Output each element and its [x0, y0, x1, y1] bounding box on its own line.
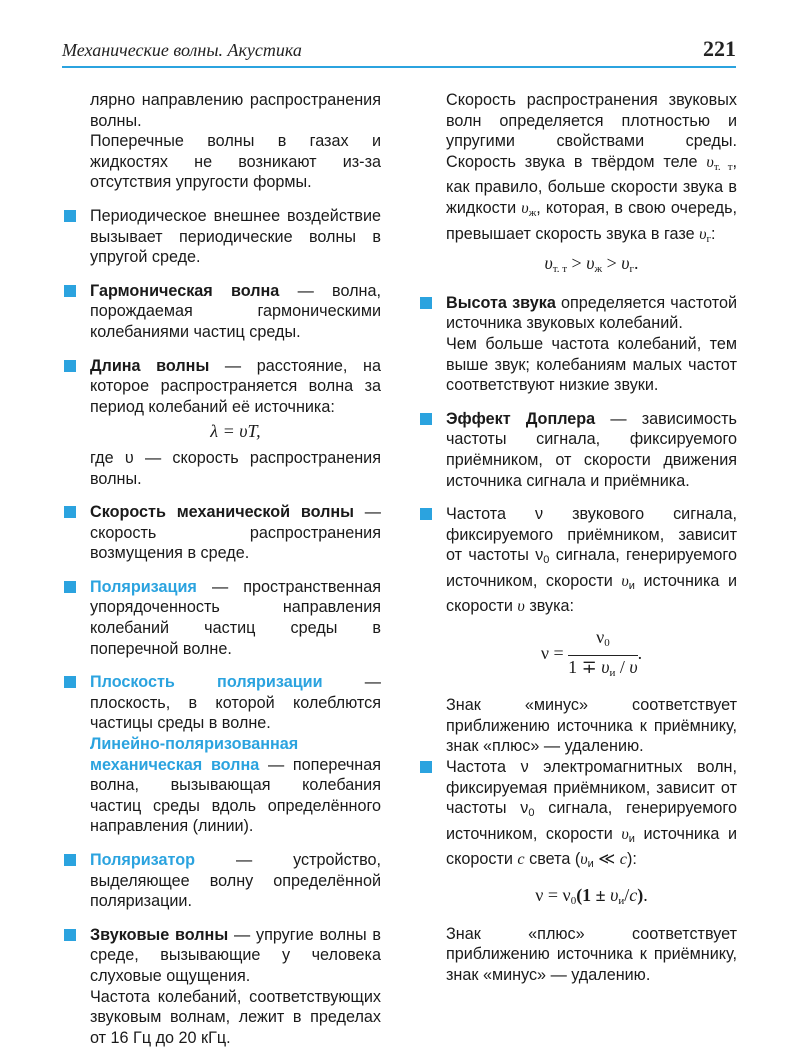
bullet-square-icon — [64, 929, 76, 941]
term-harmonic-wave: Гармоническая волна — [90, 281, 280, 300]
sign-note-em: Знак «плюс» соответствует приближению источника к приёмнику, знак «минус» — удалению. — [446, 924, 737, 984]
bullet-square-icon — [64, 676, 76, 688]
sound-doppler-formula: ν = $\frac{\nu_0}{1 \mp \upsilon_и / \upsilon}$ . — [540, 627, 643, 679]
list-item-polarization: Поляризация — пространственная упорядоченность направления колебаний частиц среды в поперечной волне. — [64, 577, 381, 659]
left-column — [64, 90, 381, 1048]
bullet-square-icon — [64, 360, 76, 372]
pitch-explanation: Чем больше частота колебаний, тем выше звук; колебаниям малых частот соответствуют низкие звуки. — [446, 334, 737, 395]
running-title: Механические волны. Акустика — [62, 40, 302, 60]
page-number: 221 — [703, 36, 736, 61]
speed-gas: $\upsilon_г$ — [699, 224, 712, 245]
wavelength-formula: λ = υT, — [210, 421, 261, 442]
term-polarizer: Поляризатор — [90, 851, 196, 869]
term-pitch: Высота звука — [446, 293, 556, 312]
bullet-square-icon — [420, 297, 432, 309]
sign-note-sound: Знак «минус» соответствует приближению источника к приёмнику, знак «плюс» — удалению. — [446, 696, 737, 756]
continued-paragraph: лярно направлению распространения волны. — [90, 91, 381, 130]
speed-solid: $\upsilon_{т. т}$ — [706, 152, 733, 173]
term-sound-waves: Звуковые волны — [90, 925, 229, 944]
term-linear-polarized: Линейно-поляризованная механическая волна — [90, 735, 299, 774]
bullet-square-icon — [64, 581, 76, 593]
list-item-sound-doppler: Частота ν звукового сигнала, фиксируемого приёмником, зависит от частоты $\nu_0$ сигнала, генерируемого источником, скорости $\upsilon_и$ источника и скорости υ звука: ν = $\frac{\nu_0}{1 \mp \upsilon_и / \upsilon}$ . Знак «минус» соответствует приближению источника к приёмнику, знак «плюс» — удалению. — [420, 504, 737, 757]
header-rule — [62, 66, 736, 68]
list-item-wavelength: Длина волны — расстояние, на которое распространяется волна за период колебаний её источника: λ = υT, где υ — скорость распространения волны. — [64, 356, 381, 490]
bullet-square-icon — [64, 210, 76, 222]
list-item-polarizer: Поляризатор — устройство, выделяющее волну определённой поляризации. — [64, 850, 381, 912]
transverse-note: Поперечные волны в газах и жидкостях не возникают из-за отсутствия упругости формы. — [90, 132, 381, 192]
bullet-square-icon — [64, 506, 76, 518]
list-item-sound-waves: Звуковые волны — упругие волны в среде, вызывающие у человека слуховые ощущения. Частота колебаний, соответствующих звуковым волнам, лежит в пределах от 16 Гц до 20 кГц. — [64, 925, 381, 1048]
em-doppler-formula: $\nu = \nu_0(1 \pm \upsilon_и/c)$. — [535, 885, 648, 907]
sound-speed-paragraph: Скорость распространения звуковых волн определяется плотностью и упругими свойствами среды. Скорость звука в твёрдом теле $\upsilon_{т. т}$, как правило, больше скорости звука в жидкости $\upsilon_ж$, которая, в свою очередь, превышает скорость звука в газе $\upsilon_г$: $\upsilon_{т. т} > \upsilon_ж > \upsilon_г$. — [420, 90, 737, 280]
speed-inequality-formula: $\upsilon_{т. т} > \upsilon_ж > \upsilon_г$. — [544, 253, 639, 276]
page-header — [62, 36, 736, 68]
bullet-square-icon — [420, 508, 432, 520]
right-column — [420, 90, 737, 985]
term-polarization: Поляризация — [90, 577, 197, 596]
term-doppler: Эффект Доплера — [446, 409, 596, 428]
term-polarization-plane: Плоскость поляризации — [90, 673, 323, 692]
list-item-polarization-plane: Плоскость поляризации — плоскость, в которой колеблются частицы среды в волне. Линейно-поляризованная механическая волна — поперечная волна, вызывающая колебания частиц среды вдоль определённого направления (линии). — [64, 672, 381, 837]
speed-liquid: $\upsilon_ж$ — [521, 198, 537, 219]
wavelength-where: где υ — скорость распространения волны. — [90, 448, 381, 488]
list-item-doppler: Эффект Доплера — зависимость частоты сигнала, фиксируемого приёмником, от скорости движения источника сигнала и приёмника. — [420, 409, 737, 491]
term-wave-speed: Скорость механической волны — [90, 503, 355, 522]
bullet-square-icon — [64, 854, 76, 866]
list-item-pitch: Высота звука определяется частотой источника звуковых колебаний. Чем больше частота колебаний, тем выше звук; колебаниям малых частот соответствуют низкие звуки. — [420, 293, 737, 396]
bullet-square-icon — [64, 285, 76, 297]
list-item-em-doppler: Частота ν электромагнитных волн, фиксируемая приёмником, зависит от частоты $\nu_0$ сигнала, генерируемого источником, скорости $\upsilon_и$ источника и скорости c света ($\upsilon_и$ ≪ c): $\nu = \nu_0(1 \pm \upsilon_и/c)$. Знак «плюс» соответствует приближению источника к приёмнику, знак «минус» — удалению. — [420, 757, 737, 985]
sound-frequency-range: Частота колебаний, соответствующих звуковым волнам, лежит в пределах от 16 Гц до 20 кГц. — [90, 987, 381, 1047]
list-item-periodic: Периодическое внешнее воздействие вызывает периодические волны в упругой среде. — [64, 206, 381, 268]
list-item-speed: Скорость механической волны — скорость распространения возмущения в среде. — [64, 502, 381, 564]
bullet-square-icon — [420, 761, 432, 773]
bullet-square-icon — [420, 413, 432, 425]
list-item-harmonic: Гармоническая волна — волна, порождаемая гармоническими колебаниями частиц среды. — [64, 281, 381, 343]
term-wavelength: Длина волны — [90, 356, 210, 375]
linear-polarized-definition: Линейно-поляризованная механическая волна — поперечная волна, вызывающая колебания частиц среды вдоль определённого направления (линии). — [90, 735, 381, 836]
